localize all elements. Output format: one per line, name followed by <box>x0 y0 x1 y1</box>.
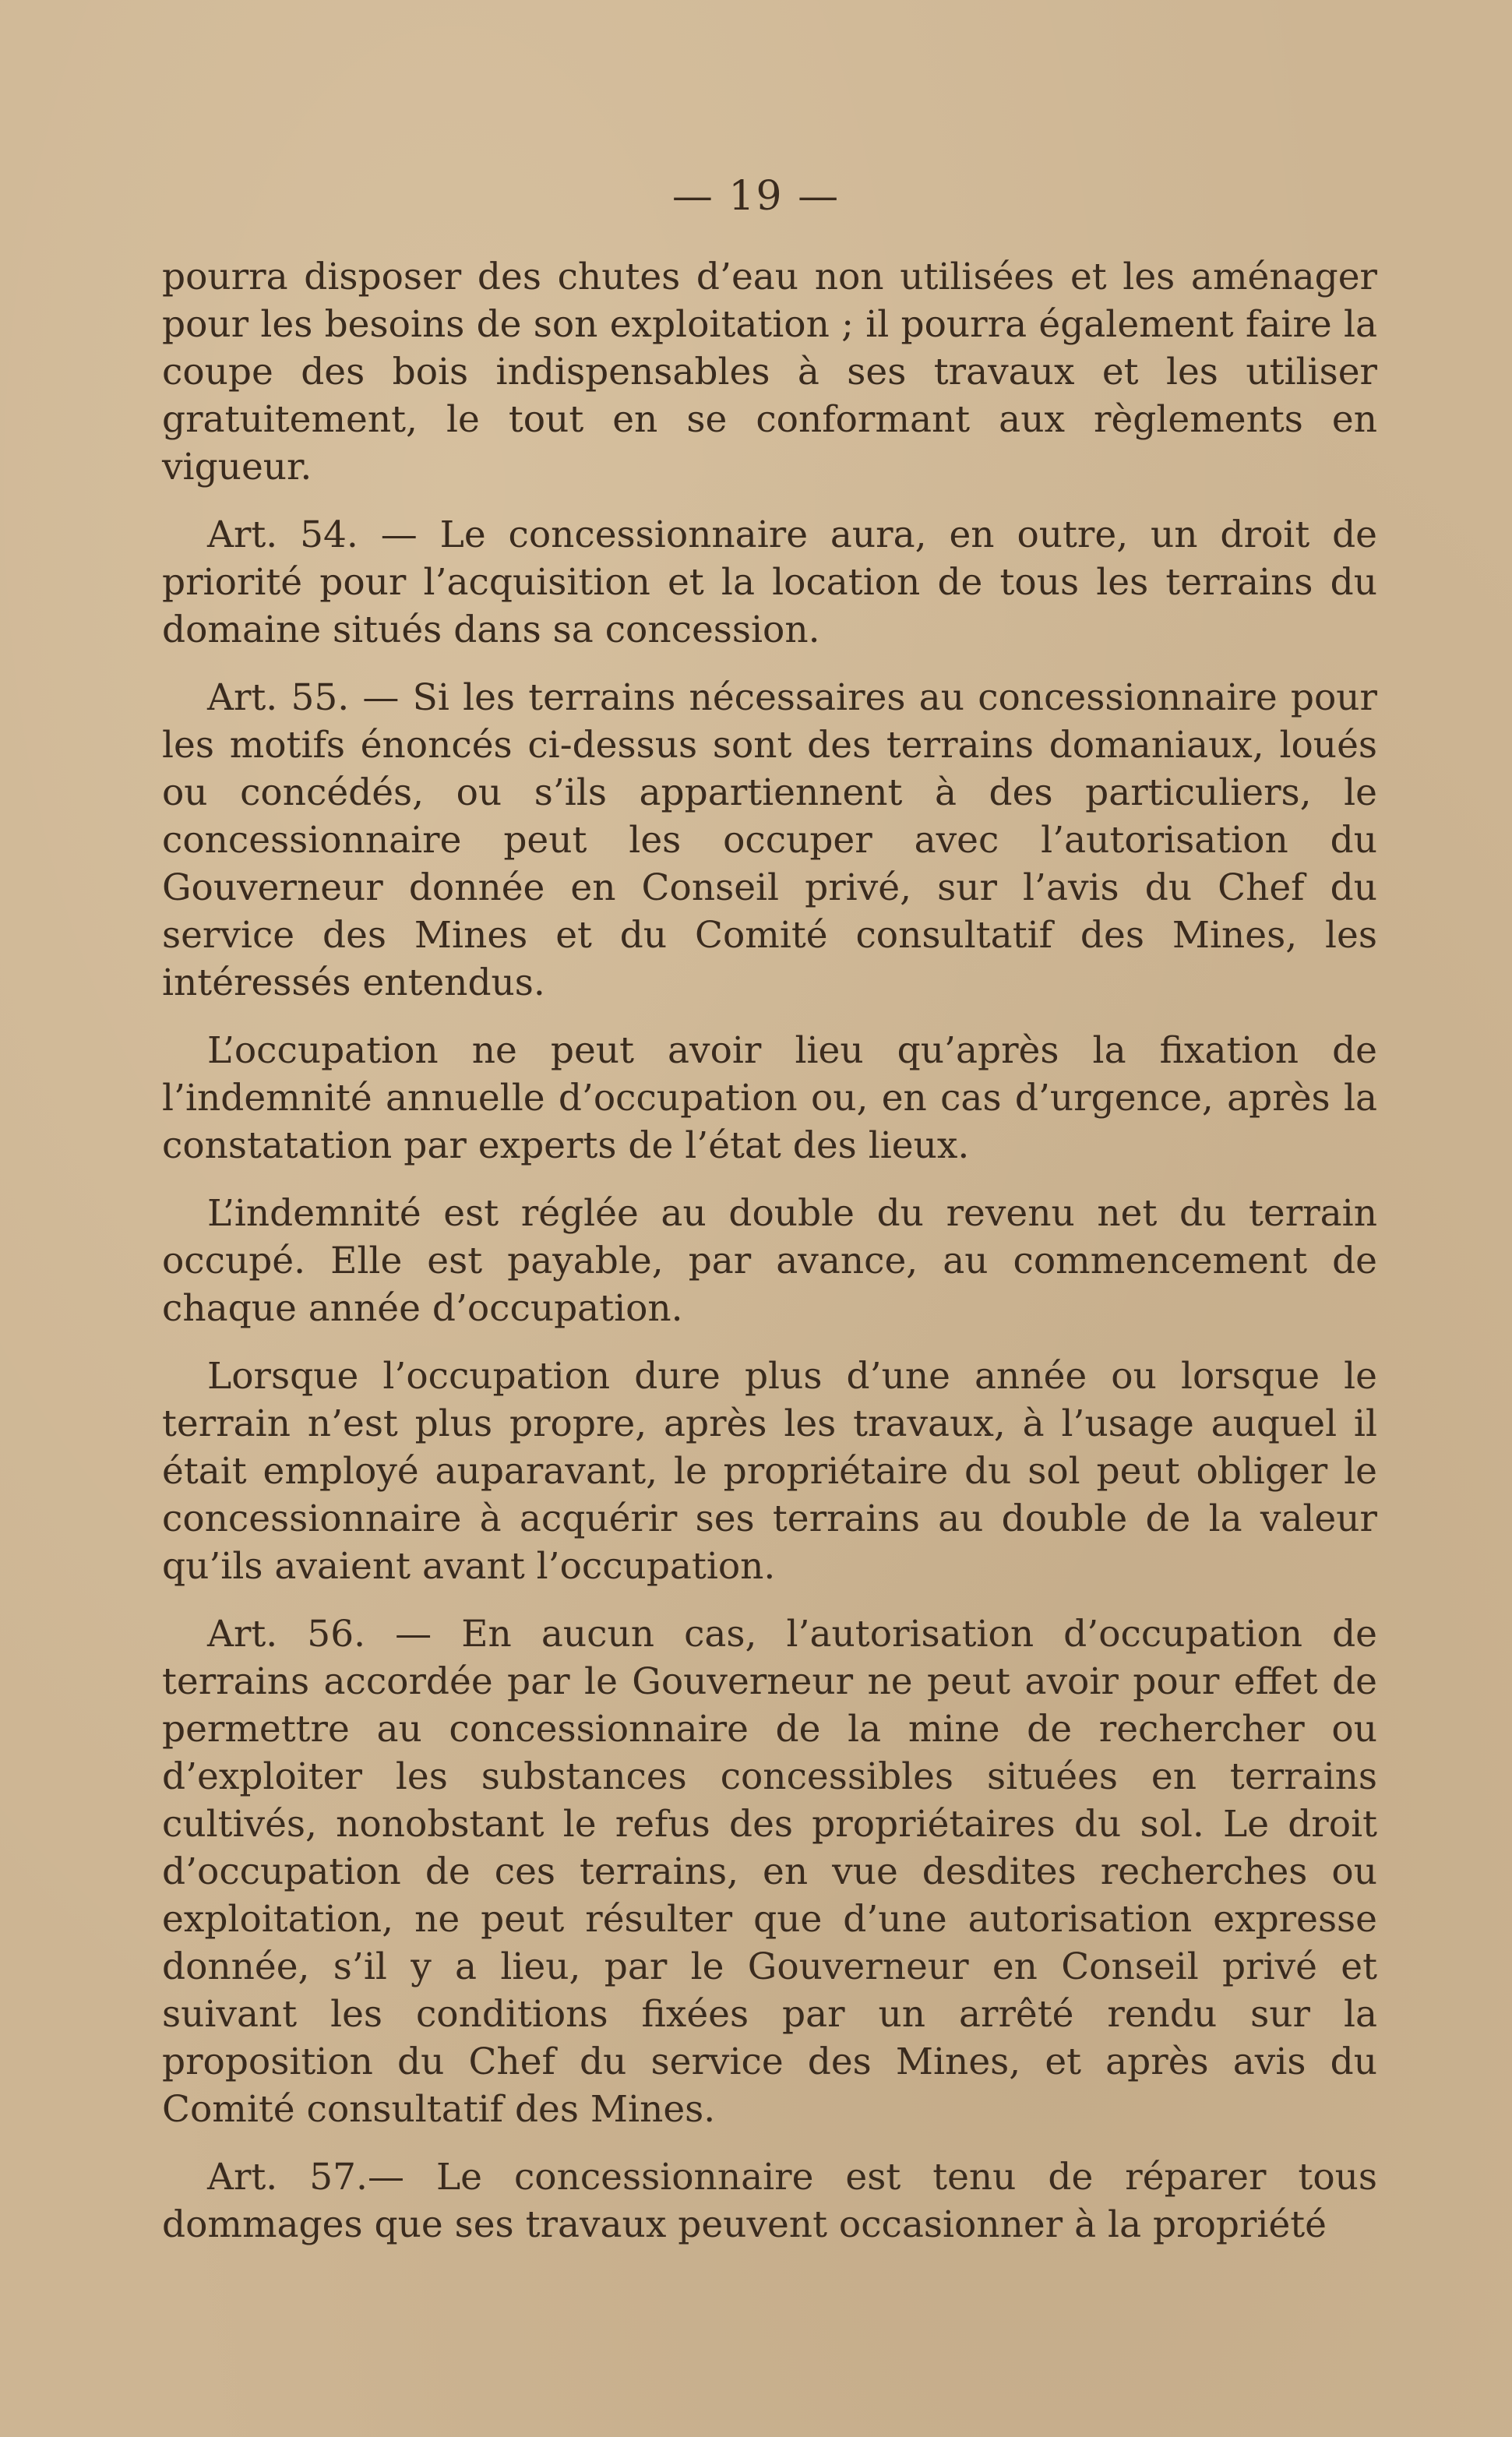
paragraph-occupation: L’occupation ne peut avoir lieu qu’après la fixation de l’indemnité annuelle d’occupation ou, en cas d’urgence, après la constatation par experts de l’état des lieux. <box>162 1029 1377 1167</box>
page-number: — 19 — <box>671 173 841 220</box>
paragraph-lorsque: Lorsque l’occupation dure plus d’une année ou lorsque le terrain n’est plus propre, après les travaux, à l’usage auquel il était employé auparavant, le propriétaire du sol peut obliger le concessionnaire à acquérir ses terrains au double de la valeur qu’ils avaient avant l’occupation. <box>162 1355 1377 1588</box>
body-text <box>162 253 1377 2248</box>
article-56: Art. 56. — En aucun cas, l’autorisation d’occupation de terrains accordée par le Gouverneur ne peut avoir pour effet de permettre au concessionnaire de la mine de rechercher ou d’exploiter les substances concessibles situées en terrains cultivés, nonobstant le refus des propriétaires du sol. Le droit d’occupation de ces terrains, en vue desdites recherches ou exploitation, ne peut résulter que d’une autorisation expresse donnée, s’il y a lieu, par le Gouverneur en Conseil privé et suivant les conditions fixées par un arrêté rendu sur la proposition du Chef du service des Mines, et après avis du Comité consultatif des Mines. <box>162 1613 1377 2131</box>
article-57: Art. 57.— Le concessionnaire est tenu de réparer tous dommages que ses travaux peuvent occasionner à la propriété <box>162 2156 1377 2246</box>
article-54: Art. 54. — Le concessionnaire aura, en outre, un droit de priorité pour l’acquisition et la location de tous les terrains du domaine situés dans sa concession. <box>162 513 1377 651</box>
paragraph-continuation: pourra disposer des chutes d’eau non utilisées et les aménager pour les besoins de son exploitation ; il pourra également faire la coupe des bois indispensables à ses travaux et les utiliser gratuitement, le tout en se conformant aux règlements en vigueur. <box>162 256 1377 488</box>
paragraph-indemnite: L’indemnité est réglée au double du revenu net du terrain occupé. Elle est payable, par avance, au commencement de chaque année d’occupation. <box>162 1192 1377 1330</box>
article-55: Art. 55. — Si les terrains nécessaires au concessionnaire pour les motifs énoncés ci-dessus sont des terrains domaniaux, loués ou concédés, ou s’ils appartiennent à des particuliers, le concessionnaire peut les occuper avec l’autorisation du Gouverneur donnée en Conseil privé, sur l’avis du Chef du service des Mines et du Comité consultatif des Mines, les intéressés entendus. <box>162 676 1377 1004</box>
